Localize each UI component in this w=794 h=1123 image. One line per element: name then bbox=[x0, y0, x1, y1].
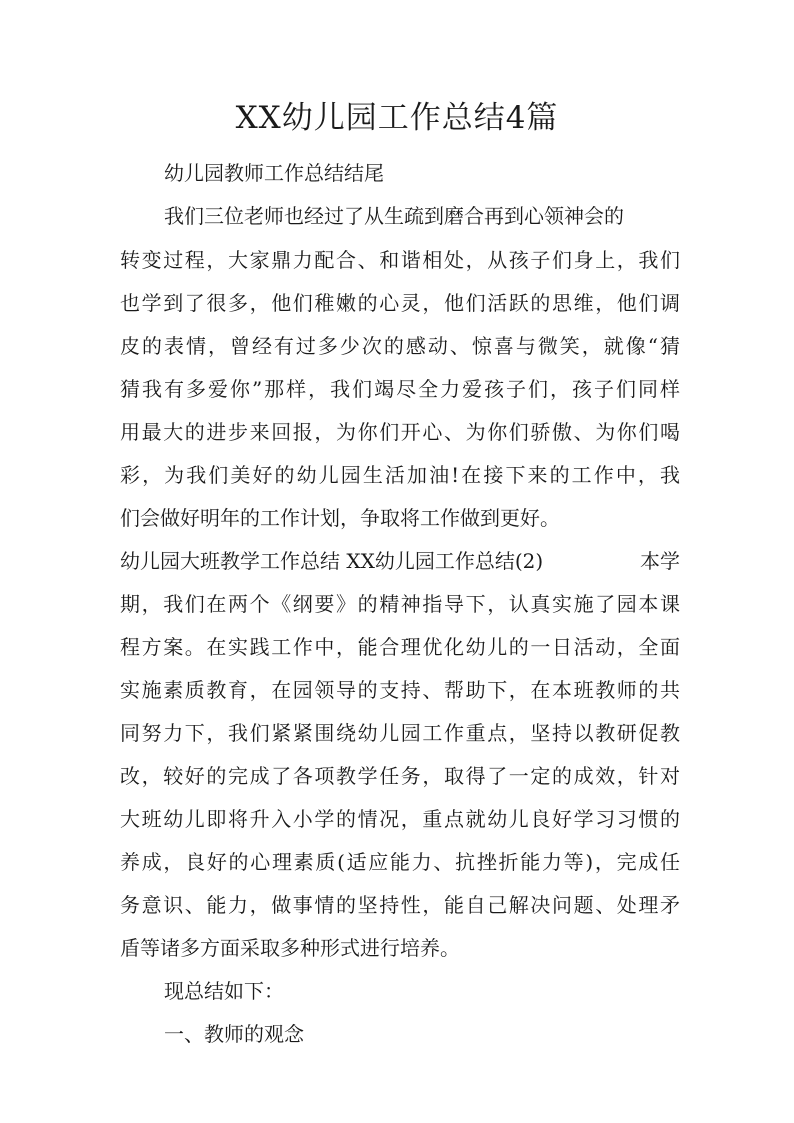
paragraph1-line-2: 转变过程，大家鼎力配合、和谐相处，从孩子们身上，我们 bbox=[120, 248, 680, 272]
paragraph2-line-1 bbox=[120, 548, 680, 574]
paragraph2-line-8: 养成，良好的心理素质(适应能力、抗挫折能力等)，完成任 bbox=[120, 850, 680, 874]
paragraph1-line-3: 也学到了很多，他们稚嫩的心灵，他们活跃的思维，他们调 bbox=[120, 291, 680, 315]
paragraph2-line-4: 实施素质教育，在园领导的支持、帮助下，在本班教师的共 bbox=[120, 678, 680, 702]
paragraph2-line-9: 务意识、能力，做事情的坚持性，能自己解决问题、处理矛 bbox=[120, 893, 680, 917]
summary-intro: 现总结如下： bbox=[164, 979, 284, 1003]
paragraph1-line-1: 我们三位老师也经过了从生疏到磨合再到心领神会的 bbox=[164, 204, 624, 228]
subtitle: 幼儿园教师工作总结结尾 bbox=[164, 161, 384, 185]
paragraph1-line-6: 用最大的进步来回报，为你们开心、为你们骄傲、为你们喝 bbox=[120, 420, 680, 444]
paragraph2-line-10: 盾等诸多方面采取多种形式进行培养。 bbox=[120, 936, 460, 960]
paragraph1-line-5: 猜我有多爱你”那样，我们竭尽全力爱孩子们，孩子们同样 bbox=[120, 377, 680, 401]
paragraph1-line-4: 皮的表情，曾经有过多少次的感动、惊喜与微笑，就像“猜 bbox=[120, 334, 680, 358]
paragraph2-first-left: 幼儿园大班教学工作总结 XX幼儿园工作总结(2) bbox=[120, 549, 544, 573]
document-title: XX幼儿园工作总结4篇 bbox=[235, 100, 559, 136]
paragraph2-line-7: 大班幼儿即将升入小学的情况，重点就幼儿良好学习习惯的 bbox=[120, 807, 680, 831]
paragraph2-line-3: 程方案。在实践工作中，能合理优化幼儿的一日活动，全面 bbox=[120, 635, 680, 659]
paragraph2-line-6: 改，较好的完成了各项教学任务，取得了一定的成效，针对 bbox=[120, 764, 680, 788]
paragraph2-line-2: 期，我们在两个《纲要》的精神指导下，认真实施了园本课 bbox=[120, 592, 680, 616]
paragraph1-line-8: 们会做好明年的工作计划，争取将工作做到更好。 bbox=[120, 506, 560, 530]
section-heading: 一、教师的观念 bbox=[164, 1022, 304, 1046]
paragraph2-line-5: 同努力下，我们紧紧围绕幼儿园工作重点，坚持以教研促教 bbox=[120, 721, 680, 745]
paragraph1-line-7: 彩，为我们美好的幼儿园生活加油!在接下来的工作中，我 bbox=[120, 463, 680, 487]
paragraph2-first-right: 本学 bbox=[640, 549, 680, 573]
